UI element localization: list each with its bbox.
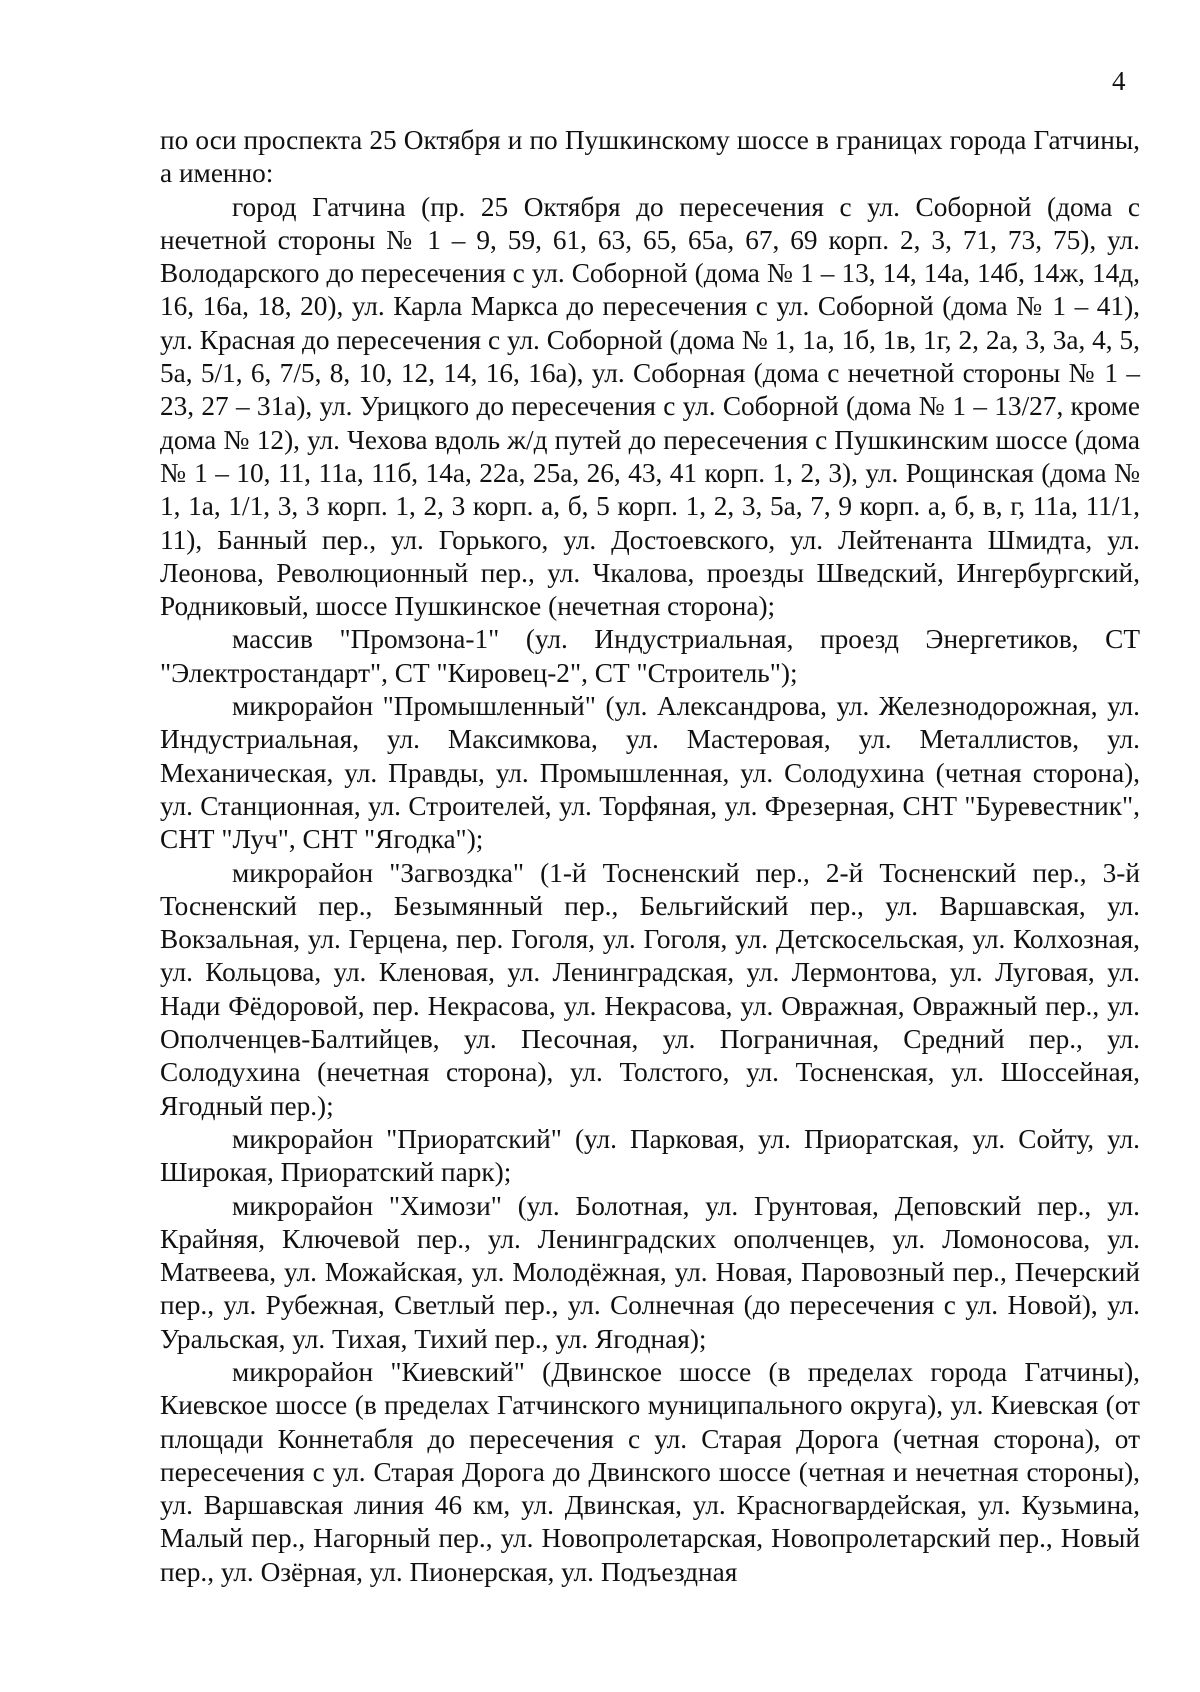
page-number: 4 [1112,66,1126,96]
paragraph-continuation: по оси проспекта 25 Октября и по Пушкинскому шоссе в границах города Гатчины, а именно: [160,125,1140,189]
document-body [160,124,1140,1589]
paragraph-kievsky: микрорайон "Киевский" (Двинское шоссе (в пределах города Гатчины), Киевское шоссе (в пределах Гатчинского муниципального округа), ул. Киевская (от площади Коннетабля до пересечения с ул. Старая Дорога (четная сторона), от пересечения с ул. Старая Дорога до Двинского шоссе (четная и нечетная стороны), ул. Варшавская линия 46 км, ул. Двинская, ул. Красногвардейская, ул. Кузьмина, Малый пер., Нагорный пер., ул. Новопролетарская, Новопролетарский пер., Новый пер., ул. Озёрная, ул. Пионерская, ул. Подъездная [160,1356,1140,1587]
paragraph-gatchina-city: город Гатчина (пр. 25 Октября до пересечения с ул. Соборной (дома с нечетной стороны № 1 – 9, 59, 61, 63, 65, 65а, 67, 69 корп. 2, 3, 71, 73, 75), ул. Володарского до пересечения с ул. Соборной (дома № 1 – 13, 14, 14а, 14б, 14ж, 14д, 16, 16а, 18, 20), ул. Карла Маркса до пересечения с ул. Соборной (дома № 1 – 41), ул. Красная до пересечения с ул. Соборной (дома № 1, 1а, 1б, 1в, 1г, 2, 2а, 3, 3а, 4, 5, 5а, 5/1, 6, 7/5, 8, 10, 12, 14, 16, 16а), ул. Соборная (дома с нечетной стороны № 1 – 23, 27 – 31а), ул. Урицкого до пересечения с ул. Соборной (дома № 1 – 13/27, кроме дома № 12), ул. Чехова вдоль ж/д путей до пересечения с Пушкинским шоссе (дома № 1 – 10, 11, 11а, 11б, 14а, 22а, 25а, 26, 43, 41 корп. 1, 2, 3), ул. Рощинская (дома № 1, 1а, 1/1, 3, 3 корп. 1, 2, 3 корп. а, б, 5 корп. 1, 2, 3, 5а, 7, 9 корп. а, б, в, г, 11а, 11/1, 11), Банный пер., ул. Горького, ул. Достоевского, ул. Лейтенанта Шмидта, ул. Леонова, Революционный пер., ул. Чкалова, проезды Шведский, Ингербургский, Родниковый, шоссе Пушкинское (нечетная сторона); [160,191,1140,622]
paragraph-khimozi: микрорайон "Химози" (ул. Болотная, ул. Грунтовая, Деповский пер., ул. Крайняя, Ключевой пер., ул. Ленинградских ополченцев, ул. Ломоносова, ул. Матвеева, ул. Можайская, ул. Молодёжная, ул. Новая, Паровозный пер., Печерский пер., ул. Рубежная, Светлый пер., ул. Солнечная (до пересечения с ул. Новой), ул. Уральская, ул. Тихая, Тихий пер., ул. Ягодная); [160,1190,1140,1354]
paragraph-prioratsky: микрорайон "Приоратский" (ул. Парковая, ул. Приоратская, ул. Сойту, ул. Широкая, Приоратский парк); [160,1123,1140,1188]
paragraph-zagvozdka: микрорайон "Загвоздка" (1-й Тосненский пер., 2-й Тосненский пер., 3-й Тосненский пер., Безымянный пер., Бельгийский пер., ул. Варшавская, ул. Вокзальная, ул. Герцена, пер. Гоголя, ул. Гоголя, ул. Детскосельская, ул. Колхозная, ул. Кольцова, ул. Кленовая, ул. Ленинградская, ул. Лермонтова, ул. Луговая, ул. Нади Фёдоровой, пер. Некрасова, ул. Некрасова, ул. Овражная, Овражный пер., ул. Ополченцев-Балтийцев, ул. Песочная, ул. Пограничная, Средний пер., ул. Солодухина (нечетная сторона), ул. Толстого, ул. Тосненская, ул. Шоссейная, Ягодный пер.); [160,857,1140,1121]
paragraph-promyshlenny: микрорайон "Промышленный" (ул. Александрова, ул. Железнодорожная, ул. Индустриальная, ул. Максимкова, ул. Мастеровая, ул. Металлистов, ул. Механическая, ул. Правды, ул. Промышленная, ул. Солодухина (четная сторона), ул. Станционная, ул. Строителей, ул. Торфяная, ул. Фрезерная, СНТ "Буревестник", СНТ "Луч", СНТ "Ягодка"); [160,691,1140,855]
paragraph-promzona-1: массив "Промзона-1" (ул. Индустриальная, проезд Энергетиков, СТ "Электростандарт", СТ "Кировец-2", СТ "Строитель"); [160,624,1140,688]
